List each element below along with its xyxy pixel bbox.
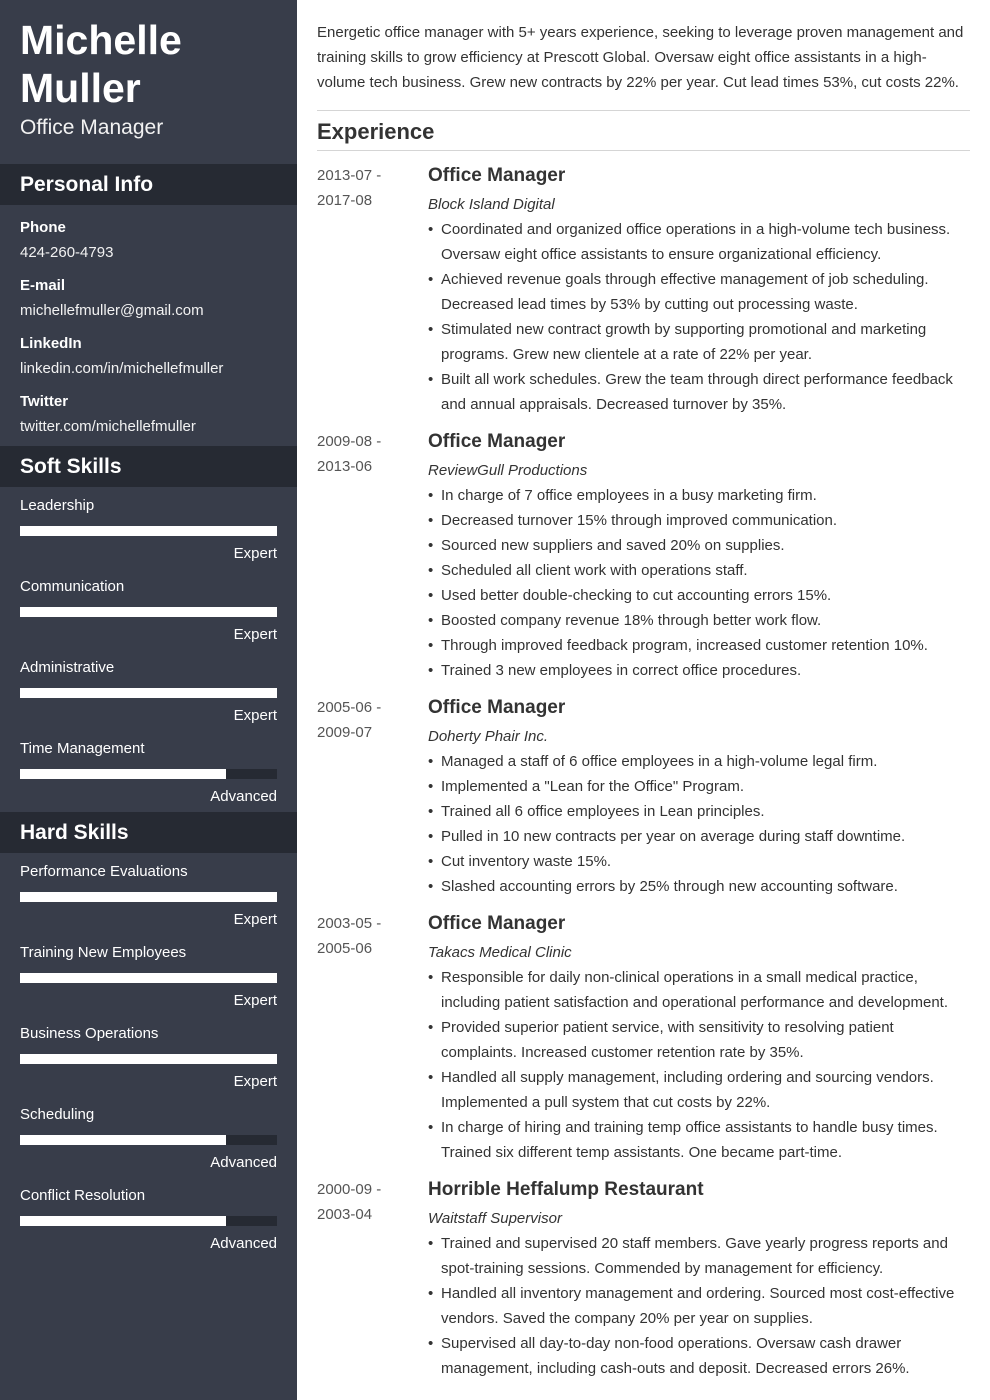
info-phone bbox=[20, 215, 277, 265]
job-bullet: • Decreased turnover 15% through improved communication. bbox=[428, 508, 970, 533]
skill-item bbox=[0, 1015, 297, 1096]
skill-bar-fill bbox=[20, 973, 277, 983]
skill-bar bbox=[20, 688, 277, 698]
skill-bar-fill bbox=[20, 1135, 226, 1145]
job-bullet: • Implemented a "Lean for the Office" Program. bbox=[428, 774, 970, 799]
skill-level: Expert bbox=[233, 707, 277, 724]
info-label: Phone bbox=[20, 219, 66, 236]
job-company: Waitstaff Supervisor bbox=[428, 1210, 562, 1227]
job-bullet: • Stimulated new contract growth by supporting promotional and marketing programs. Grew new clientele at a rate of 22% per year. bbox=[428, 317, 970, 367]
job-entry bbox=[317, 695, 970, 899]
job-company: Doherty Phair Inc. bbox=[428, 728, 549, 745]
job-entry bbox=[317, 911, 970, 1165]
job-bullet: • Used better double-checking to cut accounting errors 15%. bbox=[428, 583, 970, 608]
job-entry bbox=[317, 163, 970, 417]
personal-info-heading: Personal Info bbox=[0, 164, 297, 205]
job-entry bbox=[317, 1177, 970, 1381]
job-bullet: • Cut inventory waste 15%. bbox=[428, 849, 970, 874]
job-bullet: • Sourced new suppliers and saved 20% on supplies. bbox=[428, 533, 970, 558]
job-bullet: • In charge of 7 office employees in a busy marketing firm. bbox=[428, 483, 970, 508]
skill-name: Administrative bbox=[20, 659, 115, 676]
job-dates bbox=[317, 163, 428, 417]
skill-name: Scheduling bbox=[20, 1106, 95, 1123]
skill-level: Expert bbox=[233, 1073, 277, 1090]
job-bullets bbox=[428, 749, 970, 899]
skill-item bbox=[0, 934, 297, 1015]
skill-bar bbox=[20, 1135, 277, 1145]
job-bullet: • Provided superior patient service, with sensitivity to resolving patient complaints. Increased customer retention rate by 35%. bbox=[428, 1015, 970, 1065]
job-start-date: 2009-08 - bbox=[317, 433, 382, 450]
job-bullet: • Built all work schedules. Grew the team through direct performance feedback and annual appraisals. Decreased turnover by 35%. bbox=[428, 367, 970, 417]
skill-bar bbox=[20, 1054, 277, 1064]
job-bullets bbox=[428, 483, 970, 683]
skill-bar-fill bbox=[20, 769, 226, 779]
job-title: Office Manager bbox=[428, 165, 566, 186]
hard-skills-list bbox=[0, 853, 297, 1258]
skill-name: Leadership bbox=[20, 497, 95, 514]
skill-item bbox=[0, 568, 297, 649]
linkedin-value: linkedin.com/in/michellefmuller bbox=[20, 360, 224, 377]
info-email bbox=[20, 273, 277, 323]
skill-level: Expert bbox=[233, 545, 277, 562]
job-title: Office Manager bbox=[428, 697, 566, 718]
skill-level: Expert bbox=[233, 911, 277, 928]
info-label: Twitter bbox=[20, 393, 69, 410]
skill-bar bbox=[20, 607, 277, 617]
job-dates bbox=[317, 911, 428, 1165]
skill-bar-fill bbox=[20, 892, 277, 902]
skill-bar bbox=[20, 892, 277, 902]
skill-bar-fill bbox=[20, 688, 277, 698]
job-bullets bbox=[428, 1231, 970, 1381]
job-body bbox=[428, 429, 970, 683]
job-bullet: • Trained and supervised 20 staff members. Gave yearly progress reports and spot-training sessions. Commended by management for efficiency. bbox=[428, 1231, 970, 1281]
skill-item bbox=[0, 1096, 297, 1177]
skill-name: Performance Evaluations bbox=[20, 863, 188, 880]
skill-item bbox=[0, 730, 297, 812]
skill-item bbox=[0, 1177, 297, 1258]
job-entry bbox=[317, 429, 970, 683]
info-twitter bbox=[20, 389, 277, 439]
job-bullet: • Through improved feedback program, increased customer retention 10%. bbox=[428, 633, 970, 658]
job-end-date: 2003-04 bbox=[317, 1206, 373, 1223]
skill-level: Expert bbox=[233, 626, 277, 643]
job-bullet: • Responsible for daily non-clinical operations in a small medical practice, including patient satisfaction and operational performance and development. bbox=[428, 965, 970, 1015]
job-bullet: • Trained 3 new employees in correct office procedures. bbox=[428, 658, 970, 683]
job-bullet: • Pulled in 10 new contracts per year on average during staff downtime. bbox=[428, 824, 970, 849]
job-bullet: • Achieved revenue goals through effective management of job scheduling. Decreased lead times by 53% by cutting out processing waste. bbox=[428, 267, 970, 317]
job-bullet: • Supervised all day-to-day non-food operations. Oversaw cash drawer management, including cash-outs and deposit. Decreased errors 26%. bbox=[428, 1331, 970, 1381]
job-body bbox=[428, 911, 970, 1165]
skill-name: Time Management bbox=[20, 740, 145, 757]
skill-level: Advanced bbox=[210, 1235, 277, 1252]
skill-name: Conflict Resolution bbox=[20, 1187, 146, 1204]
candidate-name bbox=[0, 0, 297, 112]
skill-level: Expert bbox=[233, 992, 277, 1009]
skill-bar-fill bbox=[20, 1216, 226, 1226]
skill-item bbox=[0, 487, 297, 568]
job-company: Takacs Medical Clinic bbox=[428, 944, 572, 961]
info-linkedin bbox=[20, 331, 277, 381]
job-bullet: • In charge of hiring and training temp office assistants to handle busy times. Trained six different temp assistants. One became part-time. bbox=[428, 1115, 970, 1165]
skill-bar-fill bbox=[20, 607, 277, 617]
job-bullet: • Slashed accounting errors by 25% through new accounting software. bbox=[428, 874, 970, 899]
skill-bar-fill bbox=[20, 1054, 277, 1064]
skill-level: Advanced bbox=[210, 1154, 277, 1171]
job-title: Office Manager bbox=[428, 431, 566, 452]
job-start-date: 2000-09 - bbox=[317, 1181, 382, 1198]
skill-level: Advanced bbox=[210, 788, 277, 805]
skill-name: Communication bbox=[20, 578, 125, 595]
job-bullet: • Scheduled all client work with operations staff. bbox=[428, 558, 970, 583]
twitter-value: twitter.com/michellefmuller bbox=[20, 418, 196, 435]
job-bullet: • Managed a staff of 6 office employees in a high-volume legal firm. bbox=[428, 749, 970, 774]
job-dates bbox=[317, 429, 428, 683]
job-bullets bbox=[428, 965, 970, 1165]
job-dates bbox=[317, 695, 428, 899]
main-content bbox=[317, 0, 970, 1381]
job-bullet: • Trained all 6 office employees in Lean principles. bbox=[428, 799, 970, 824]
job-body bbox=[428, 695, 970, 899]
email-value: michellefmuller@gmail.com bbox=[20, 302, 204, 319]
phone-value: 424-260-4793 bbox=[20, 244, 114, 261]
skill-bar bbox=[20, 973, 277, 983]
skill-name: Training New Employees bbox=[20, 944, 187, 961]
first-name: Michelle bbox=[20, 17, 182, 63]
info-label: LinkedIn bbox=[20, 335, 82, 352]
job-bullet: • Coordinated and organized office operations in a high-volume tech business. Oversaw eight office assistants to ensure organizational efficiency. bbox=[428, 217, 970, 267]
job-end-date: 2017-08 bbox=[317, 192, 373, 209]
sidebar bbox=[0, 0, 297, 1400]
summary: Energetic office manager with 5+ years experience, seeking to leverage proven management and training skills to grow efficiency at Prescott Global. Oversaw eight office assistants in a high-volume tech business. Grew new contracts by 22% per year. Cut lead times 53%, cut costs 22%. bbox=[317, 0, 970, 111]
job-title: Office Manager bbox=[428, 913, 566, 934]
hard-skills-heading: Hard Skills bbox=[0, 812, 297, 853]
job-bullet: • Handled all inventory management and ordering. Sourced most cost-effective vendors. Saved the company 20% per year on supplies. bbox=[428, 1281, 970, 1331]
job-bullet: • Handled all supply management, including ordering and sourcing vendors. Implemented a pull system that cut costs by 22%. bbox=[428, 1065, 970, 1115]
candidate-title: Office Manager bbox=[20, 116, 164, 139]
job-end-date: 2005-06 bbox=[317, 940, 373, 957]
soft-skills-list bbox=[0, 487, 297, 812]
job-end-date: 2009-07 bbox=[317, 724, 373, 741]
job-end-date: 2013-06 bbox=[317, 458, 373, 475]
personal-info bbox=[0, 205, 297, 446]
last-name: Muller bbox=[20, 65, 141, 111]
skill-bar bbox=[20, 1216, 277, 1226]
job-title: Horrible Heffalump Restaurant bbox=[428, 1179, 704, 1200]
job-bullet: • Boosted company revenue 18% through better work flow. bbox=[428, 608, 970, 633]
job-company: ReviewGull Productions bbox=[428, 462, 588, 479]
job-body bbox=[428, 1177, 970, 1381]
soft-skills-heading: Soft Skills bbox=[0, 446, 297, 487]
experience-heading: Experience bbox=[317, 119, 970, 151]
skill-bar bbox=[20, 526, 277, 536]
job-company: Block Island Digital bbox=[428, 196, 555, 213]
skill-bar bbox=[20, 769, 277, 779]
skill-bar-fill bbox=[20, 526, 277, 536]
job-dates bbox=[317, 1177, 428, 1381]
skill-item bbox=[0, 649, 297, 730]
job-start-date: 2005-06 - bbox=[317, 699, 382, 716]
job-bullets bbox=[428, 217, 970, 417]
job-start-date: 2013-07 - bbox=[317, 167, 382, 184]
info-label: E-mail bbox=[20, 277, 66, 294]
job-body bbox=[428, 163, 970, 417]
skill-name: Business Operations bbox=[20, 1025, 159, 1042]
skill-item bbox=[0, 853, 297, 934]
job-start-date: 2003-05 - bbox=[317, 915, 382, 932]
